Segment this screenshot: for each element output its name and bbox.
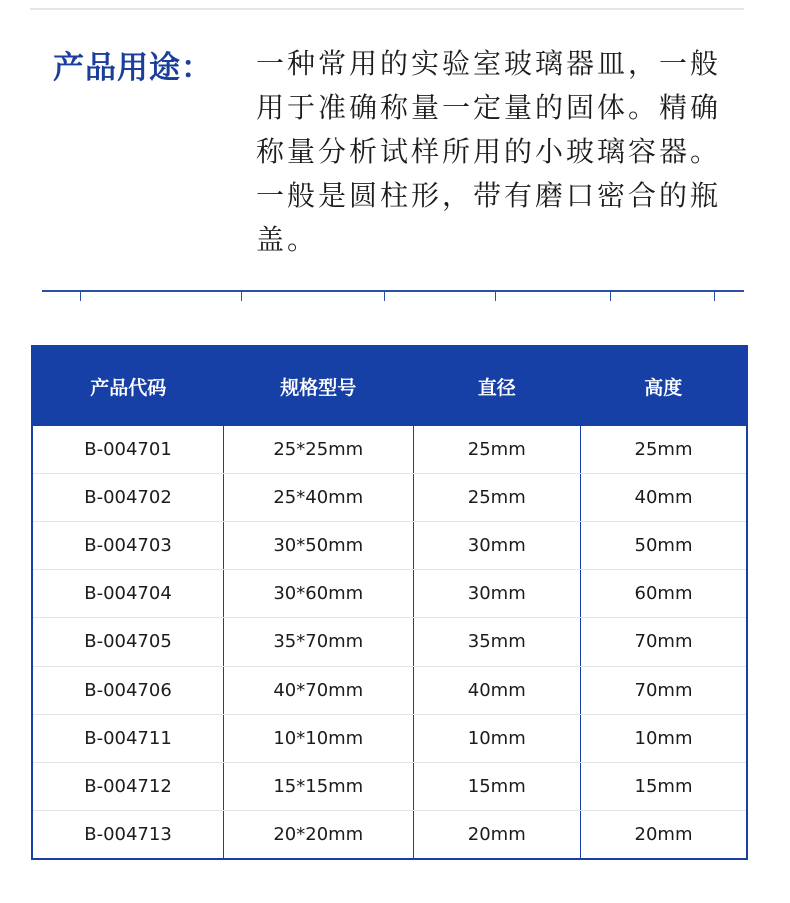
cell-product-code: B-004705 <box>32 618 224 666</box>
ruler-tick <box>495 290 496 301</box>
header-product-code: 产品代码 <box>32 346 224 426</box>
cell-product-code: B-004713 <box>84 823 172 845</box>
cell-specification: 15*15mm <box>224 762 414 810</box>
ruler-tick <box>384 290 385 301</box>
cell-height: 40mm <box>581 474 748 522</box>
usage-description: 一种常用的实验室玻璃器皿，一般用于准确称量一定量的固体。精确称量分析试样所用的小玻璃容器。一般是圆柱形，带有磨口密合的瓶盖。 <box>256 47 722 256</box>
cell-specification: 40*70mm <box>224 666 414 714</box>
cell-diameter: 25mm <box>413 474 580 522</box>
ruler-tick <box>610 290 611 301</box>
cell-height: 70mm <box>581 618 748 666</box>
ruler-tick <box>714 290 715 301</box>
cell-diameter: 40mm <box>413 666 580 714</box>
cell-specification: 35*70mm <box>224 618 414 666</box>
cell-diameter: 30mm <box>413 522 580 570</box>
cell-specification: 25*40mm <box>224 474 414 522</box>
cell-diameter: 20mm <box>413 810 580 859</box>
cell-product-code: B-004702 <box>32 474 224 522</box>
cell-height: 70mm <box>581 666 748 714</box>
cell-diameter: 30mm <box>413 570 580 618</box>
cell-diameter: 35mm <box>413 618 580 666</box>
table-row <box>32 570 747 618</box>
table-row <box>32 666 747 714</box>
usage-label: 产品用途： <box>53 50 213 86</box>
ruler-tick <box>80 290 81 301</box>
cell-product-code: B-004704 <box>32 570 224 618</box>
cell-specification: 20*20mm <box>224 810 414 859</box>
header-specification: 规格型号 <box>224 346 414 426</box>
table-row <box>32 426 747 474</box>
cell-diameter: 10mm <box>413 714 580 762</box>
header-diameter: 直径 <box>413 346 580 426</box>
cell-specification: 30*60mm <box>224 570 414 618</box>
table-row <box>32 522 747 570</box>
ruler-line <box>42 290 744 292</box>
cell-product-code: B-004712 <box>32 762 224 810</box>
cell-height: 60mm <box>581 570 748 618</box>
cell-diameter: 25mm <box>413 426 580 474</box>
cell-height: 15mm <box>581 762 748 810</box>
decorative-ruler <box>42 290 744 302</box>
cell-height: 50mm <box>581 522 748 570</box>
ruler-tick <box>241 290 242 301</box>
table-row <box>32 618 747 666</box>
cell-product-code: B-004703 <box>32 522 224 570</box>
cell-height: 10mm <box>581 714 748 762</box>
cell-specification: 30*50mm <box>224 522 414 570</box>
cell-height: 20mm <box>581 810 748 859</box>
table-row <box>32 714 747 762</box>
table-row <box>32 810 747 859</box>
cell-specification: 25*25mm <box>224 426 414 474</box>
table-header-row <box>32 346 747 426</box>
table-row <box>32 474 747 522</box>
cell-specification: 10*10mm <box>224 714 414 762</box>
cell-height: 25mm <box>581 426 748 474</box>
cell-diameter: 15mm <box>413 762 580 810</box>
cell-product-code: B-004701 <box>32 426 224 474</box>
cell-product-code: B-004706 <box>32 666 224 714</box>
top-divider <box>30 8 744 10</box>
table-row <box>32 762 747 810</box>
cell-product-code: B-004711 <box>32 714 224 762</box>
header-height: 高度 <box>581 346 748 426</box>
spec-table <box>31 345 748 860</box>
